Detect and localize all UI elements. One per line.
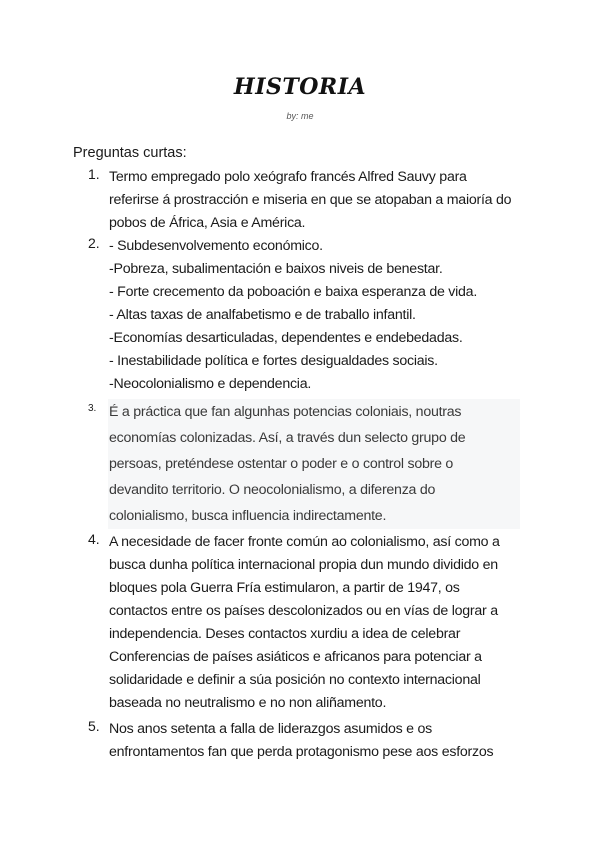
- item-text-line: Conferencias de países asiáticos e africanos para potenciar a: [109, 649, 482, 665]
- item-text-line: - Forte crecemento da poboación e baixa esperanza de vida.: [109, 284, 478, 300]
- item-text-line: - Subdesenvolvemento económico.: [109, 238, 323, 254]
- section-label: Preguntas curtas:: [73, 145, 187, 161]
- item-text-line: economías colonizadas. Así, a través dun selecto grupo de: [109, 430, 466, 446]
- item-number: 1.: [88, 166, 100, 182]
- item-text-line: contactos entre os países descolonizados ou en vías de lograr a: [109, 603, 498, 619]
- page-title: HISTORIA: [233, 74, 367, 100]
- item-text-line: Nos anos setenta a falla de liderazgos asumidos e os: [109, 721, 432, 737]
- item-text-line: -Neocolonialismo e dependencia.: [109, 376, 312, 392]
- item-text-line: enfrontamentos fan que perda protagonismo pese aos esforzos: [109, 744, 494, 760]
- item-text-line: solidaridade e definir a súa posición no contexto internacional: [109, 672, 481, 688]
- item-text-line: Termo empregado polo xeógrafo francés Alfred Sauvy para: [109, 169, 467, 185]
- item-text-line: pobos de África, Asia e América.: [109, 215, 306, 231]
- item-text-line: persoas, preténdese ostentar o poder e o control sobre o: [109, 456, 454, 472]
- item-text-line: devandito territorio. O neocolonialismo, a diferenza do: [109, 482, 436, 498]
- item-text-line: bloques pola Guerra Fría estimularon, a partir de 1947, os: [109, 580, 460, 596]
- item-text-line: colonialismo, busca influencia indirectamente.: [109, 508, 387, 524]
- item-text-line: A necesidade de facer fronte común ao colonialismo, así como a: [109, 534, 500, 550]
- item-text-line: independencia. Deses contactos xurdiu a idea de celebrar: [109, 626, 461, 642]
- item-number: 2.: [88, 235, 100, 251]
- author-byline: by: me: [286, 111, 314, 121]
- item-text-line: É a práctica que fan algunhas potencias coloniais, noutras: [109, 404, 462, 420]
- item-number: 3.: [88, 403, 97, 414]
- item-text-line: - Altas taxas de analfabetismo e de traballo infantil.: [109, 307, 416, 323]
- item-text-line: -Pobreza, subalimentación e baixos niveis de benestar.: [109, 261, 443, 277]
- item-number: 4.: [88, 531, 100, 547]
- item-text-line: baseada no neutralismo e no non aliñamento.: [109, 695, 387, 711]
- item-number: 5.: [88, 718, 100, 734]
- item-text-line: -Economías desarticuladas, dependentes e endebedadas.: [109, 330, 463, 346]
- item-text-line: referirse á prostracción e miseria en que se atopaban a maioría do: [109, 192, 512, 208]
- item-text-line: busca dunha política internacional propia dun mundo dividido en: [109, 557, 498, 573]
- item-text-line: - Inestabilidade política e fortes desigualdades sociais.: [109, 353, 438, 369]
